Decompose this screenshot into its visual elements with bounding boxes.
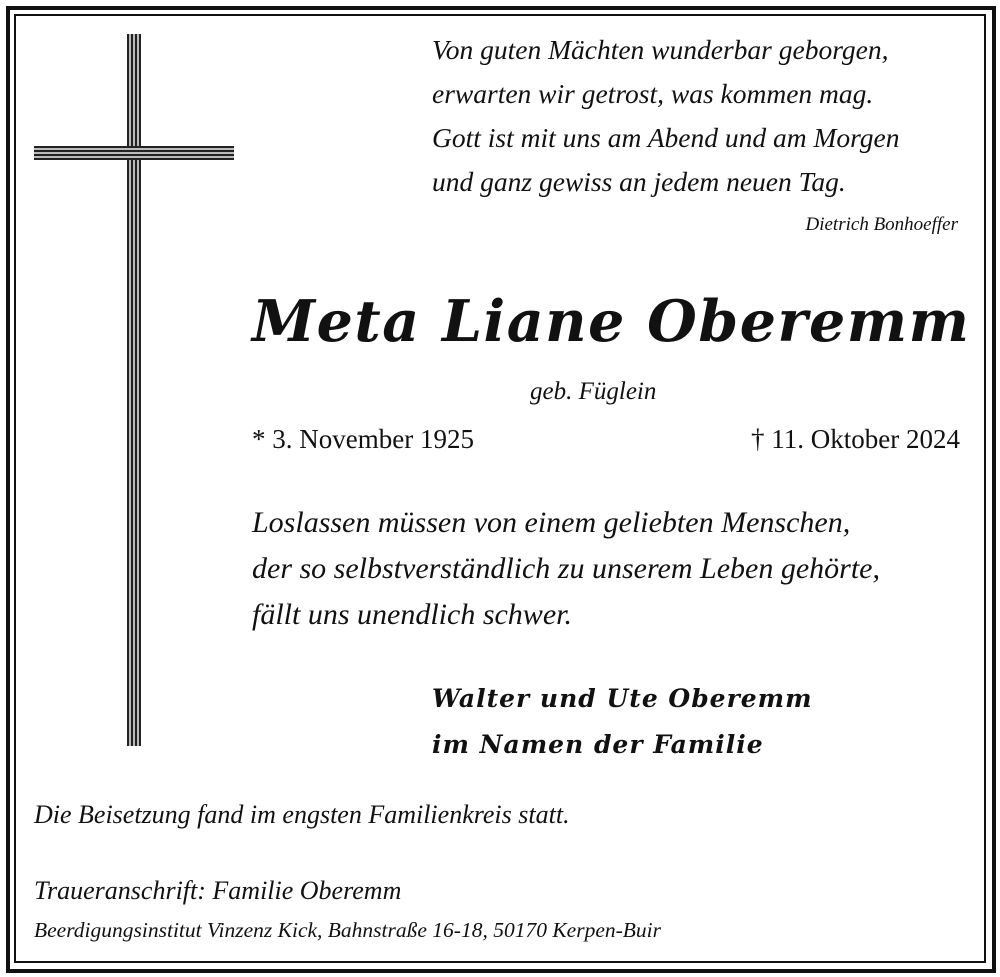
farewell-quote xyxy=(252,500,880,638)
poem-line: Gott ist mit uns am Abend und am Morgen xyxy=(432,122,900,153)
family-line: im Namen der Familie xyxy=(432,730,764,759)
bonhoeffer-poem xyxy=(432,28,900,204)
burial-note: Die Beisetzung fand im engsten Familienkreis statt. xyxy=(34,800,570,829)
funeral-home-address: Beerdigungsinstitut Vinzenz Kick, Bahnstraße 16-18, 50170 Kerpen-Buir xyxy=(34,918,662,942)
family-line: Walter und Ute Oberemm xyxy=(432,684,813,713)
quote-line: fällt uns unendlich schwer. xyxy=(252,598,572,631)
deceased-name: Meta Liane Oberemm xyxy=(252,288,971,355)
poem-line: und ganz gewiss an jedem neuen Tag. xyxy=(432,166,846,197)
birth-date: * 3. November 1925 xyxy=(252,424,474,454)
poem-line: erwarten wir getrost, was kommen mag. xyxy=(432,78,874,109)
quote-line: Loslassen müssen von einem geliebten Menschen, xyxy=(252,506,851,539)
cross-horizontal-beam xyxy=(34,146,234,160)
death-date: † 11. Oktober 2024 xyxy=(751,424,960,454)
cross-vertical-beam xyxy=(127,34,141,746)
mourning-address: Traueranschrift: Familie Oberemm xyxy=(34,876,402,905)
poem-line: Von guten Mächten wunderbar geborgen, xyxy=(432,34,889,65)
quote-line: der so selbstverständlich zu unserem Leben gehörte, xyxy=(252,552,880,585)
birth-name: geb. Füglein xyxy=(530,378,657,405)
poem-author: Dietrich Bonhoeffer xyxy=(805,214,958,235)
family-signature xyxy=(432,676,813,768)
